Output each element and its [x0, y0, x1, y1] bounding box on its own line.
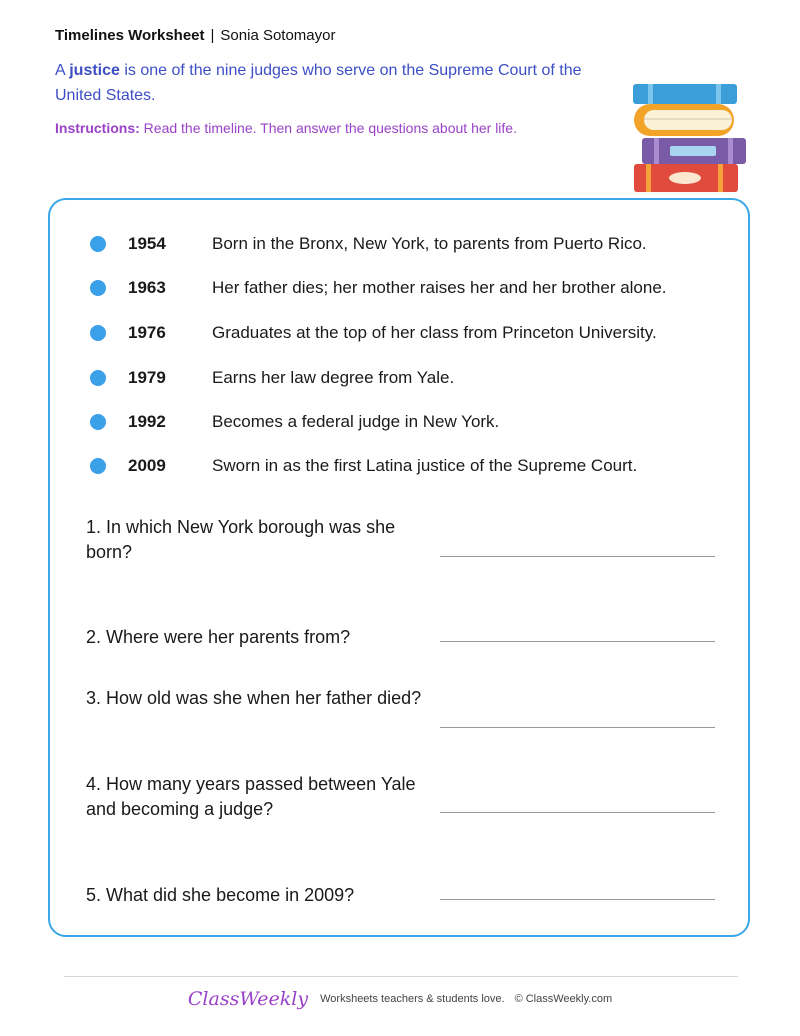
answer-line-2[interactable]: [440, 641, 715, 642]
event-text: Sworn in as the first Latina justice of the Supreme Court.: [212, 456, 638, 475]
bullet-dot-icon: [90, 370, 106, 386]
bullet-dot-icon: [90, 414, 106, 430]
footer: [0, 988, 800, 1010]
event-year: 1963: [128, 278, 166, 297]
footer-divider: [64, 976, 738, 977]
worksheet-title: Timelines Worksheet: [55, 27, 205, 44]
event-text: Graduates at the top of her class from Princeton University.: [212, 323, 657, 342]
event-year: 1979: [128, 368, 166, 387]
question-2: 2. Where were her parents from?: [86, 627, 351, 647]
footer-copyright: © ClassWeekly.com: [514, 993, 613, 1005]
instructions: [55, 120, 517, 136]
header-separator: |: [210, 27, 215, 44]
question-1: 1. In which New York borough was she born?: [86, 517, 396, 562]
definition-text: is one of the nine judges who serve on the Supreme Court of the United States.: [55, 62, 582, 104]
answer-line-1[interactable]: [440, 556, 715, 557]
bullet-dot-icon: [90, 280, 106, 296]
event-year: 1992: [128, 412, 166, 431]
book-stack-icon: [630, 82, 748, 194]
event-year: 1954: [128, 234, 166, 253]
question-3: 3. How old was she when her father died?: [86, 688, 422, 708]
bullet-dot-icon: [90, 236, 106, 252]
bullet-dot-icon: [90, 325, 106, 341]
footer-tagline: Worksheets teachers & students love.: [320, 993, 505, 1005]
justice-definition: [55, 58, 615, 108]
bullet-dot-icon: [90, 458, 106, 474]
brand-logo: ClassWeekly: [187, 988, 309, 1010]
instructions-label: Instructions:: [55, 120, 140, 136]
answer-line-3[interactable]: [440, 727, 715, 728]
question-4: 4. How many years passed between Yale and becoming a judge?: [86, 774, 416, 819]
question-5: 5. What did she become in 2009?: [86, 885, 355, 905]
event-text: Her father dies; her mother raises her and her brother alone.: [212, 278, 667, 297]
event-text: Earns her law degree from Yale.: [212, 368, 455, 387]
event-text: Born in the Bronx, New York, to parents from Puerto Rico.: [212, 234, 647, 253]
event-year: 2009: [128, 456, 166, 475]
event-year: 1976: [128, 323, 166, 342]
event-text: Becomes a federal judge in New York.: [212, 412, 500, 431]
answer-line-5[interactable]: [440, 899, 715, 900]
worksheet-subject: Sonia Sotomayor: [220, 27, 336, 44]
worksheet-header: [55, 27, 336, 44]
definition-prefix: A: [55, 62, 70, 79]
definition-term: justice: [69, 62, 120, 79]
answer-line-4[interactable]: [440, 812, 715, 813]
instructions-text: Read the timeline. Then answer the questions about her life.: [139, 120, 517, 136]
timeline-box: [48, 198, 750, 937]
